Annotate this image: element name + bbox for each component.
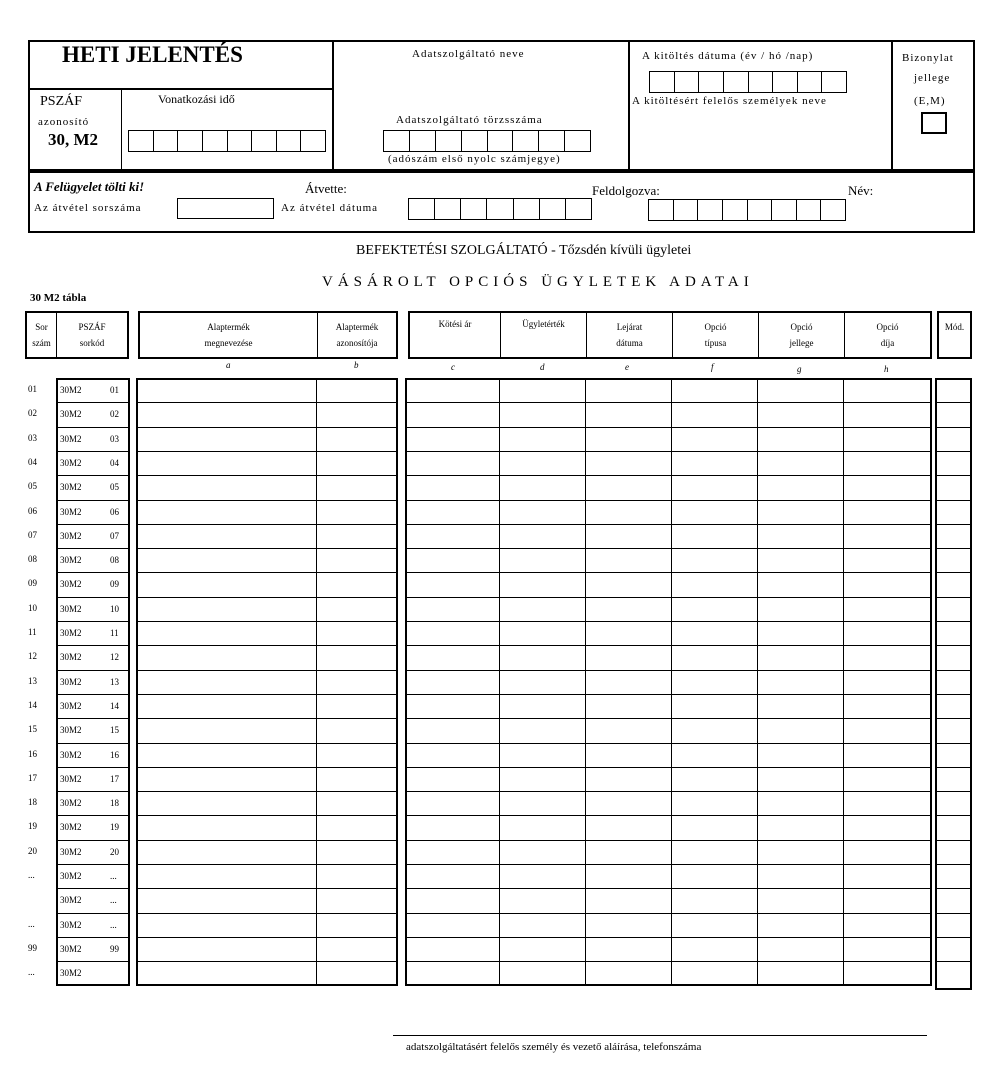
grid-values <box>405 378 932 986</box>
atvetel-datuma-label: Az átvétel dátuma <box>281 202 379 214</box>
table-row[interactable] <box>58 524 128 525</box>
atvetel-sorszama-label: Az átvétel sorszáma <box>34 202 142 214</box>
row-number: 13 <box>28 675 37 686</box>
table-row[interactable] <box>937 840 970 841</box>
row-number: 15 <box>28 724 37 735</box>
row-number: 05 <box>28 481 37 492</box>
table-row[interactable] <box>937 451 970 452</box>
header-sor-pszaf <box>25 311 129 359</box>
table-row[interactable] <box>407 888 930 889</box>
row-code: 30M2 <box>60 579 82 590</box>
table-row[interactable] <box>407 548 930 549</box>
row-suffix: 04 <box>110 457 119 468</box>
row-code: 30M2 <box>60 822 82 833</box>
table-row[interactable] <box>138 524 396 525</box>
table-row[interactable] <box>138 767 396 768</box>
kitoltes-datuma-cells[interactable] <box>649 71 847 93</box>
em-label: (E,M) <box>914 95 946 107</box>
adatszolgaltato-torzsszama-label: Adatszolgáltató törzsszáma <box>396 114 543 126</box>
row-code: 30M2 <box>60 968 82 979</box>
row-code: 30M2 <box>60 385 82 395</box>
table-row[interactable] <box>407 694 930 695</box>
row-number: 17 <box>28 772 37 783</box>
table-row[interactable] <box>407 864 930 865</box>
table-row[interactable] <box>58 451 128 452</box>
row-suffix: ... <box>110 919 117 930</box>
kitoltes-datuma-label: A kitöltés dátuma (év / hó /nap) <box>642 50 814 62</box>
atvette-label: Átvette: <box>305 181 347 196</box>
table-row[interactable] <box>407 475 930 476</box>
signature-line <box>393 1035 927 1036</box>
grid-code <box>56 378 130 986</box>
table-row[interactable] <box>407 791 930 792</box>
row-suffix: 02 <box>110 409 119 420</box>
row-number: 19 <box>28 821 37 832</box>
pszaf-label: PSZÁF <box>40 94 83 109</box>
row-code: 30M2 <box>60 700 82 711</box>
subtitle-line1-a: BEFEKTETÉSI SZOLGÁLTATÓ <box>356 243 548 258</box>
row-code: 30M2 <box>60 846 82 857</box>
bizonylat-input[interactable] <box>921 112 947 134</box>
table-row[interactable] <box>138 597 396 598</box>
row-code: 30M2 <box>60 919 82 930</box>
table-row[interactable] <box>58 475 128 476</box>
table-row[interactable] <box>138 645 396 646</box>
row-code: 30M2 <box>60 628 82 638</box>
header-sor: Sor szám <box>27 313 57 357</box>
letter-g: g <box>797 364 802 374</box>
table-row[interactable] <box>937 670 970 671</box>
row-suffix: 16 <box>110 749 119 760</box>
table-row[interactable] <box>407 597 930 598</box>
row-code: 30M2 <box>60 433 82 444</box>
table-row[interactable] <box>937 913 970 914</box>
subtitle-line1-b: Tőzsdén kívüli ügyletei <box>559 243 692 258</box>
row-suffix: 07 <box>110 530 119 541</box>
table-row[interactable] <box>138 961 396 962</box>
table-row[interactable] <box>58 815 128 816</box>
divider <box>891 40 893 171</box>
table-row[interactable] <box>937 524 970 525</box>
table-row[interactable] <box>937 500 970 501</box>
table-row[interactable] <box>407 402 930 403</box>
letter-b: b <box>354 360 359 370</box>
header-mod <box>937 311 972 359</box>
table-row[interactable] <box>138 402 396 403</box>
row-number: 09 <box>28 578 37 589</box>
table-row[interactable] <box>138 815 396 816</box>
table-row[interactable] <box>138 427 396 428</box>
row-code: 30M2 <box>60 506 82 517</box>
table-row[interactable] <box>138 840 396 841</box>
table-row[interactable] <box>138 621 396 622</box>
header-h: Opció díja <box>876 322 899 348</box>
table-row[interactable] <box>138 500 396 501</box>
torzsszam-cells[interactable] <box>383 130 591 152</box>
table-row[interactable] <box>407 645 930 646</box>
grid-alaptermek <box>136 378 398 986</box>
row-suffix: 05 <box>110 482 119 493</box>
header-d: Ügyletérték <box>501 313 587 357</box>
header-f: Opció típusa <box>673 313 759 357</box>
nev-label: Név: <box>848 183 874 198</box>
row-suffix: 10 <box>110 603 119 614</box>
subtitle-line1 <box>356 243 691 259</box>
table-row[interactable] <box>937 402 970 403</box>
letter-a: a <box>226 360 231 370</box>
row-suffix: ... <box>110 895 117 906</box>
row-code: 30M2 <box>60 482 82 493</box>
table-row[interactable] <box>407 743 930 744</box>
table-row[interactable] <box>407 840 930 841</box>
row-suffix: 15 <box>110 725 119 736</box>
header-pszaf: PSZÁF sorkód <box>78 322 106 348</box>
table-row[interactable] <box>407 937 930 938</box>
row-suffix: 14 <box>110 700 119 711</box>
header-values <box>408 311 932 359</box>
row-code: 30M2 <box>60 409 82 420</box>
row-suffix: 08 <box>110 555 119 566</box>
grid-mod <box>935 378 972 990</box>
azonosito-label: azonosító <box>38 116 90 128</box>
table-row[interactable] <box>58 500 128 501</box>
divider <box>28 88 333 90</box>
table-row[interactable] <box>937 645 970 646</box>
header-g: Opció jellege <box>759 313 845 357</box>
jellege-label: jellege <box>914 72 951 84</box>
row-number: 14 <box>28 699 37 710</box>
letter-e: e <box>625 362 629 372</box>
table-row[interactable] <box>407 621 930 622</box>
row-suffix: 11 <box>110 628 119 638</box>
row-number: 01 <box>28 384 37 394</box>
table-row[interactable] <box>407 718 930 719</box>
row-code: 30M2 <box>60 749 82 760</box>
table-row[interactable] <box>937 694 970 695</box>
header-e: Lejárat dátuma <box>587 313 673 357</box>
row-suffix: 19 <box>110 822 119 833</box>
table-row[interactable] <box>58 937 128 938</box>
table-row[interactable] <box>407 524 930 525</box>
table-row[interactable] <box>58 913 128 914</box>
table-row[interactable] <box>138 864 396 865</box>
row-suffix: 99 <box>110 943 119 954</box>
page-title: HETI JELENTÉS <box>62 42 243 67</box>
row-code: 30M2 <box>60 773 82 784</box>
table-row[interactable] <box>138 937 396 938</box>
table-row[interactable] <box>937 961 970 962</box>
table-row[interactable] <box>138 694 396 695</box>
table-row[interactable] <box>937 888 970 889</box>
row-code: 30M2 <box>60 895 82 906</box>
row-number: 99 <box>28 942 37 953</box>
table-row[interactable] <box>937 815 970 816</box>
table-row[interactable] <box>138 670 396 671</box>
row-suffix: 12 <box>110 652 119 663</box>
table-row[interactable] <box>407 961 930 962</box>
table-row[interactable] <box>407 572 930 573</box>
row-number: 08 <box>28 554 37 565</box>
table-row[interactable] <box>407 767 930 768</box>
table-row[interactable] <box>937 475 970 476</box>
row-code: 30M2 <box>60 530 82 541</box>
adoszam-note: (adószám első nyolc számjegye) <box>388 153 561 165</box>
vonatkozasi-ido-label: Vonatkozási idő <box>158 92 235 106</box>
divider <box>332 40 334 171</box>
table-row[interactable] <box>58 864 128 865</box>
table-row[interactable] <box>937 548 970 549</box>
table-row[interactable] <box>407 913 930 914</box>
header-c: Kötési ár <box>410 313 501 357</box>
table-row[interactable] <box>58 645 128 646</box>
table-row[interactable] <box>937 427 970 428</box>
divider <box>628 40 630 171</box>
table-row[interactable] <box>58 548 128 549</box>
atvetel-datuma-cells[interactable] <box>408 198 592 220</box>
feldolgozva-label: Feldolgozva: <box>592 183 660 198</box>
table-row[interactable] <box>58 670 128 671</box>
table-row[interactable] <box>58 718 128 719</box>
header-alaptermek <box>138 311 398 359</box>
row-code: 30M2 <box>60 725 82 736</box>
subtitle-line2: VÁSÁROLT OPCIÓS ÜGYLETEK ADATAI <box>322 274 754 290</box>
header-b: Alaptermék azonosítója <box>335 322 379 348</box>
letter-d: d <box>540 362 545 372</box>
row-code: 30M2 <box>60 798 82 809</box>
letter-c: c <box>451 362 455 372</box>
felugyelet-title: A Felügyelet tölti ki! <box>34 179 145 194</box>
table-row[interactable] <box>58 791 128 792</box>
row-number: 18 <box>28 797 37 808</box>
row-number: 04 <box>28 456 37 467</box>
table-row[interactable] <box>138 451 396 452</box>
felelos-szemelyek-label: A kitöltésért felelős személyek neve <box>632 95 827 107</box>
table-row[interactable] <box>58 888 128 889</box>
table-row[interactable] <box>937 864 970 865</box>
table-row[interactable] <box>58 743 128 744</box>
table-row[interactable] <box>138 791 396 792</box>
table-row[interactable] <box>138 548 396 549</box>
row-suffix: ... <box>110 871 117 881</box>
row-code: 30M2 <box>60 676 82 687</box>
row-suffix: 20 <box>110 846 119 857</box>
table-row[interactable] <box>937 937 970 938</box>
table-row[interactable] <box>138 888 396 889</box>
table-row[interactable] <box>58 572 128 573</box>
table-label: 30 M2 tábla <box>30 292 87 304</box>
table-row[interactable] <box>937 572 970 573</box>
row-code: 30M2 <box>60 603 82 614</box>
table-row[interactable] <box>407 427 930 428</box>
bizonylat-label: Bizonylat <box>902 52 954 64</box>
azonosito-value: 30, M2 <box>48 130 99 149</box>
row-code: 30M2 <box>60 457 82 468</box>
row-suffix: 17 <box>110 773 119 784</box>
table-row[interactable] <box>58 840 128 841</box>
row-number: 07 <box>28 529 37 540</box>
row-code: 30M2 <box>60 943 82 954</box>
table-row[interactable] <box>58 961 128 962</box>
table-row[interactable] <box>937 791 970 792</box>
table-row[interactable] <box>138 913 396 914</box>
table-row[interactable] <box>937 718 970 719</box>
row-suffix: 06 <box>110 506 119 517</box>
row-number: 06 <box>28 505 37 516</box>
header-mod-cell: Mód. <box>944 322 965 332</box>
divider <box>121 88 122 171</box>
table-row[interactable] <box>58 402 128 403</box>
row-code: 30M2 <box>60 652 82 663</box>
signature-label: adatszolgáltatásért felelős személy és vezető aláírása, telefonszáma <box>406 1041 702 1053</box>
table-row[interactable] <box>937 743 970 744</box>
table-row[interactable] <box>58 694 128 695</box>
table-row[interactable] <box>407 815 930 816</box>
table-row[interactable] <box>937 621 970 622</box>
table-row[interactable] <box>937 597 970 598</box>
row-number: 11 <box>28 627 37 637</box>
atvetel-sorszama-input[interactable] <box>177 198 274 219</box>
row-suffix: 09 <box>110 579 119 590</box>
table-row[interactable] <box>138 475 396 476</box>
row-suffix: 18 <box>110 798 119 809</box>
subtitle-line1-dash: - <box>551 243 556 258</box>
table-row[interactable] <box>58 427 128 428</box>
row-number: 20 <box>28 845 37 856</box>
feldolgozva-cells[interactable] <box>648 199 846 221</box>
row-code: 30M2 <box>60 555 82 566</box>
table-row[interactable] <box>138 743 396 744</box>
row-suffix: 01 <box>110 385 119 395</box>
header-a: Alaptermék megnevezése <box>140 313 318 357</box>
table-row[interactable] <box>407 451 930 452</box>
row-number: ... <box>28 967 35 978</box>
row-code: 30M2 <box>60 871 82 881</box>
row-number: ... <box>28 918 35 929</box>
table-row[interactable] <box>138 718 396 719</box>
table-row[interactable] <box>58 597 128 598</box>
row-number: 12 <box>28 651 37 662</box>
table-row[interactable] <box>407 670 930 671</box>
row-suffix: 13 <box>110 676 119 687</box>
adatszolgaltato-neve-label: Adatszolgáltató neve <box>412 48 525 60</box>
letter-f: f <box>711 362 714 372</box>
row-suffix: 03 <box>110 433 119 444</box>
table-row[interactable] <box>407 500 930 501</box>
table-row[interactable] <box>138 572 396 573</box>
letter-h: h <box>884 364 889 374</box>
table-row[interactable] <box>58 621 128 622</box>
row-number: 16 <box>28 748 37 759</box>
vonatkozasi-ido-cells[interactable] <box>128 130 326 152</box>
table-row[interactable] <box>937 767 970 768</box>
table-row[interactable] <box>58 767 128 768</box>
row-number: 10 <box>28 602 37 613</box>
row-number: 03 <box>28 432 37 443</box>
row-number: ... <box>28 870 35 880</box>
row-number: 02 <box>28 408 37 419</box>
